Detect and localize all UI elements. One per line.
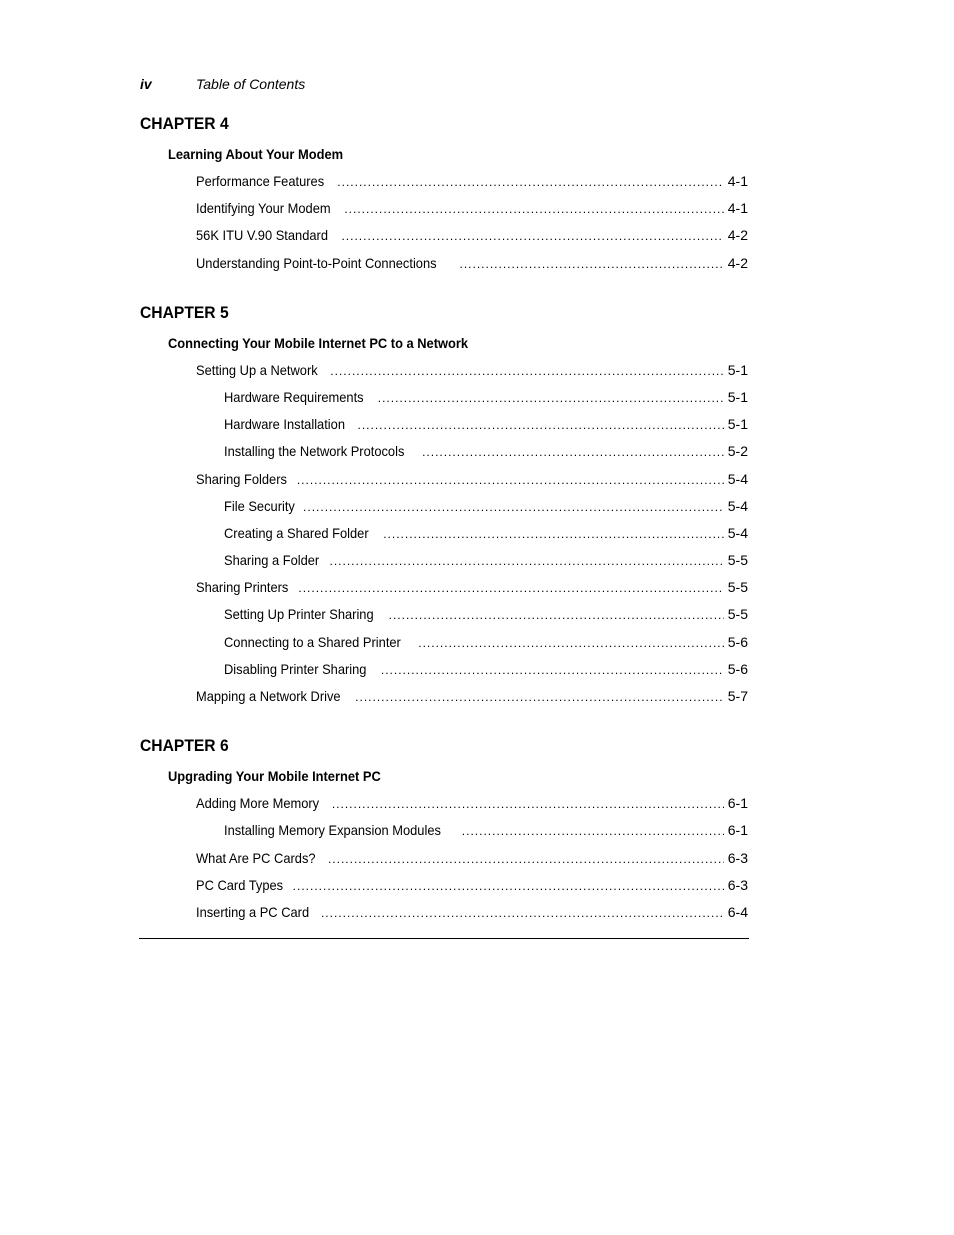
toc-entry-page: 6-3 — [727, 849, 748, 866]
toc-entry-page: 5-5 — [727, 606, 748, 623]
chapter-title: Upgrading Your Mobile Internet PC — [168, 768, 381, 785]
dot-leader — [418, 630, 724, 657]
header-title: Table of Contents — [196, 76, 306, 92]
toc-entry[interactable] — [224, 601, 748, 628]
toc-entry[interactable] — [196, 357, 748, 384]
dot-leader — [389, 602, 724, 629]
toc-entry-title: Connecting to a Shared Printer — [224, 633, 401, 650]
chapter-label: CHAPTER 4 — [140, 114, 229, 133]
chapter-label: CHAPTER 6 — [140, 736, 229, 756]
toc-entry-page: 5-6 — [727, 633, 748, 650]
toc-entry-title: Sharing Folders — [196, 470, 287, 487]
toc-entry-page: 6-3 — [727, 876, 748, 893]
toc-entry-title: 56K ITU V.90 Standard — [196, 227, 328, 244]
toc-entry-title: Setting Up Printer Sharing — [224, 606, 374, 623]
toc-entry[interactable] — [224, 520, 748, 547]
toc-entry-title: PC Card Types — [196, 876, 284, 893]
toc-entry-page: 5-7 — [727, 688, 748, 704]
dot-leader — [358, 412, 724, 439]
toc-entry[interactable] — [196, 845, 748, 872]
toc-entry-title: Hardware Installation — [224, 416, 345, 433]
toc-entry[interactable] — [196, 195, 748, 222]
toc-entry[interactable] — [224, 384, 748, 411]
toc-entry-title: Hardware Requirements — [224, 388, 364, 405]
toc-entry-title: What Are PC Cards? — [196, 849, 316, 866]
toc-entry[interactable] — [224, 817, 748, 844]
dot-leader — [422, 439, 724, 466]
toc-entry-title: Sharing a Folder — [224, 552, 320, 569]
toc-entry[interactable] — [224, 656, 748, 683]
toc-entry-title: Adding More Memory — [196, 795, 320, 812]
chapter-label: CHAPTER 5 — [140, 302, 229, 322]
dot-leader — [303, 494, 724, 521]
toc-entry-page: 5-6 — [727, 660, 748, 677]
toc-entry[interactable] — [196, 899, 748, 926]
dot-leader — [330, 358, 724, 385]
toc-entry[interactable] — [196, 222, 748, 249]
dot-leader — [293, 873, 724, 900]
toc-entry-page: 5-1 — [727, 388, 748, 405]
toc-entry-page: 5-4 — [727, 497, 748, 514]
dot-leader — [332, 791, 724, 818]
dot-leader — [297, 467, 724, 494]
toc-entry[interactable] — [224, 438, 748, 465]
toc-entry[interactable] — [196, 790, 748, 817]
toc-entry[interactable] — [196, 574, 748, 601]
toc-entry-page: 4-1 — [727, 200, 748, 217]
dot-leader — [344, 196, 724, 223]
toc-entry-title: Inserting a PC Card — [196, 903, 310, 920]
toc-entry-page: 6-1 — [727, 795, 748, 812]
toc-entry-page: 4-2 — [727, 227, 748, 244]
dot-leader — [462, 818, 724, 845]
toc-entry-page: 5-4 — [727, 524, 748, 541]
toc-entry-title: Setting Up a Network — [196, 361, 318, 378]
dot-leader — [328, 846, 724, 873]
dot-leader — [383, 521, 724, 548]
dot-leader — [381, 657, 724, 684]
toc-entry[interactable] — [196, 872, 748, 899]
toc-entry-title: Installing the Network Protocols — [224, 443, 405, 460]
toc-entry-title: Mapping a Network Drive — [196, 688, 341, 704]
page-number: iv — [140, 76, 152, 92]
toc-entry-title: Sharing Printers — [196, 579, 289, 596]
dot-leader — [341, 223, 724, 250]
dot-leader — [378, 385, 724, 412]
dot-leader — [321, 900, 724, 927]
toc-entry-page: 5-1 — [727, 416, 748, 433]
toc-entry-title: Identifying Your Modem — [196, 200, 331, 217]
toc-entry[interactable] — [196, 466, 748, 493]
toc-entry-page: 5-4 — [727, 470, 748, 487]
footer-rule — [139, 938, 749, 939]
toc-entry-page: 5-2 — [727, 443, 748, 460]
toc-entry-page: 4-1 — [727, 173, 748, 189]
toc-entry-page: 6-4 — [727, 903, 748, 920]
dot-leader — [330, 548, 724, 575]
toc-entry[interactable] — [224, 493, 748, 520]
toc-entry-title: File Security — [224, 497, 295, 514]
dot-leader — [337, 169, 724, 196]
toc-entry[interactable] — [196, 250, 748, 277]
table-of-contents — [140, 110, 748, 948]
dot-leader — [298, 575, 724, 602]
dot-leader — [460, 251, 725, 278]
toc-entry-title: Disabling Printer Sharing — [224, 660, 367, 677]
toc-entry-title: Performance Features — [196, 173, 325, 189]
chapter-title: Learning About Your Modem — [168, 146, 344, 162]
toc-entry-title: Creating a Shared Folder — [224, 524, 369, 541]
toc-entry-title: Installing Memory Expansion Modules — [224, 822, 441, 839]
dot-leader — [355, 684, 724, 711]
toc-entry-page: 5-1 — [727, 361, 748, 378]
chapter-section — [140, 110, 748, 277]
toc-entry[interactable] — [196, 683, 748, 710]
toc-entry-page: 5-5 — [727, 579, 748, 596]
toc-entry[interactable] — [224, 411, 748, 438]
toc-entry-page: 6-1 — [727, 822, 748, 839]
toc-entry-title: Understanding Point-to-Point Connections — [196, 254, 437, 271]
toc-entry[interactable] — [196, 168, 748, 195]
chapter-section — [140, 299, 748, 710]
toc-entry-page: 5-5 — [727, 552, 748, 569]
running-header — [140, 76, 305, 92]
toc-entry[interactable] — [224, 629, 748, 656]
toc-entry-page: 4-2 — [727, 254, 748, 271]
toc-entry[interactable] — [224, 547, 748, 574]
chapter-section — [140, 732, 748, 926]
chapter-title: Connecting Your Mobile Internet PC to a Network — [168, 334, 469, 351]
